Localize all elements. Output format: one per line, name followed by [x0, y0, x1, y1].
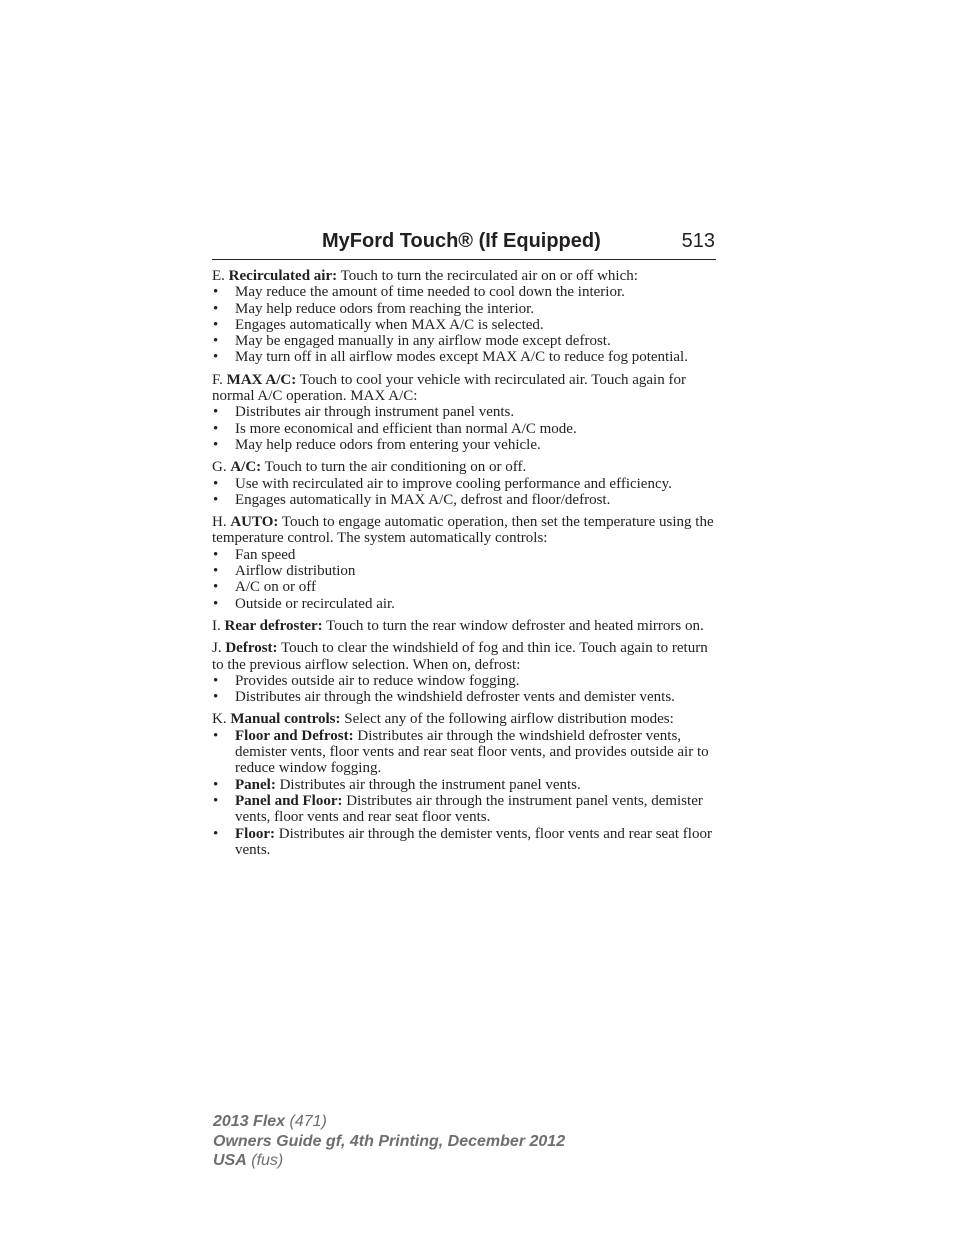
list-item-term: Panel:: [235, 776, 276, 793]
section-k: [212, 711, 716, 858]
section-intro: [212, 372, 716, 405]
list-item-text: Use with recirculated air to improve cooling performance and efficiency.: [235, 475, 672, 492]
section-text: Touch to turn the air conditioning on or off.: [264, 459, 527, 476]
page-title: MyFord Touch® (If Equipped): [322, 230, 601, 252]
bullet-list: [212, 284, 716, 365]
footer-market-code: (fus): [251, 1152, 284, 1169]
section-text: Touch to engage automatic operation, then set the temperature using the temperature control. The system automatically controls:: [212, 514, 714, 547]
section-f: [212, 372, 716, 453]
section-text: Touch to cool your vehicle with recirculated air. Touch again for normal A/C operation. MAX A/C:: [212, 371, 686, 405]
list-item-text: Distributes air through the windshield defroster vents and demister vents.: [235, 689, 675, 706]
bullet-list: [212, 547, 716, 612]
section-letter: H.: [212, 514, 227, 531]
section-intro: [212, 618, 716, 634]
list-item-text: Airflow distribution: [235, 563, 356, 580]
list-item: [212, 284, 716, 300]
list-item-text: Fan speed: [235, 546, 296, 563]
footer-market-line: [213, 1151, 565, 1171]
list-item: [212, 579, 716, 595]
list-item-text: A/C on or off: [235, 579, 316, 596]
list-item: [212, 437, 716, 453]
section-letter: E.: [212, 268, 225, 284]
footer-market: USA: [213, 1152, 247, 1169]
section-term: Recirculated air:: [228, 268, 338, 284]
section-letter: K.: [212, 711, 227, 728]
bullet-list: [212, 476, 716, 509]
section-term: Manual controls:: [230, 711, 341, 728]
bullet-list: [212, 673, 716, 706]
list-item: [212, 492, 716, 508]
list-item-term: Floor and Defrost:: [235, 727, 354, 744]
section-intro: [212, 268, 716, 284]
section-intro: [212, 459, 716, 475]
list-item: [212, 596, 716, 612]
bullet-list: [212, 728, 716, 858]
section-letter: G.: [212, 459, 227, 476]
list-item: [212, 728, 716, 777]
list-item: [212, 476, 716, 492]
footer-guide: Owners Guide gf, 4th Printing, December 2012: [213, 1132, 566, 1150]
section-letter: I.: [212, 617, 221, 634]
list-item-text: May help reduce odors from reaching the interior.: [235, 300, 535, 317]
section-j: [212, 640, 716, 705]
section-term: A/C:: [230, 459, 262, 476]
list-item: [212, 349, 716, 365]
list-item: [212, 317, 716, 333]
bullet-list: [212, 404, 716, 453]
list-item: [212, 777, 716, 793]
section-g: [212, 459, 716, 508]
section-text: Touch to clear the windshield of fog and thin ice. Touch again to return to the previous airflow selection. When on, defrost:: [212, 640, 708, 673]
list-item: [212, 333, 716, 349]
list-item-text: Distributes air through the demister vents, floor vents and rear seat floor vents.: [235, 825, 712, 858]
list-item-text: May reduce the amount of time needed to cool down the interior.: [235, 284, 625, 301]
section-term: AUTO:: [230, 514, 279, 531]
list-item-text: May be engaged manually in any airflow mode except defrost.: [235, 333, 611, 350]
list-item-text: Distributes air through the instrument panel vents, demister vents, floor vents and rear seat floor vents.: [235, 792, 703, 826]
list-item-text: Provides outside air to reduce window fogging.: [235, 672, 520, 689]
section-term: Defrost:: [225, 640, 278, 657]
section-term: Rear defroster:: [224, 617, 323, 634]
list-item: [212, 673, 716, 689]
section-intro: [212, 640, 716, 673]
section-intro: [212, 711, 716, 727]
list-item: [212, 421, 716, 437]
list-item-text: May turn off in all airflow modes except MAX A/C to reduce fog potential.: [235, 349, 688, 366]
list-item-text: Engages automatically when MAX A/C is selected.: [235, 316, 544, 333]
list-item: [212, 404, 716, 420]
footer-model: 2013 Flex: [213, 1113, 286, 1130]
page-content: [212, 268, 716, 858]
list-item-text: Engages automatically in MAX A/C, defrost and floor/defrost.: [235, 491, 611, 508]
list-item-text: Outside or recirculated air.: [235, 595, 395, 612]
manual-page: [212, 229, 716, 864]
list-item: [212, 826, 716, 859]
section-term: MAX A/C:: [226, 371, 297, 388]
list-item: [212, 547, 716, 563]
footer-model-line: [213, 1112, 565, 1132]
list-item-text: Is more economical and efficient than normal A/C mode.: [235, 420, 577, 437]
page-header: [212, 229, 716, 260]
page-footer: [213, 1112, 565, 1171]
list-item: [212, 793, 716, 826]
footer-model-code: (471): [289, 1113, 327, 1130]
section-text: Touch to turn the rear window defroster and heated mirrors on.: [326, 617, 704, 634]
section-letter: F.: [212, 371, 223, 388]
list-item: [212, 563, 716, 579]
list-item-term: Panel and Floor:: [235, 792, 343, 809]
section-i: [212, 618, 716, 634]
list-item-term: Floor:: [235, 825, 275, 842]
section-text: Select any of the following airflow distribution modes:: [344, 711, 674, 728]
section-text: Touch to turn the recirculated air on or off which:: [340, 268, 638, 284]
section-letter: J.: [212, 640, 222, 657]
section-intro: [212, 514, 716, 547]
list-item-text: Distributes air through instrument panel vents.: [235, 404, 515, 421]
list-item-text: May help reduce odors from entering your vehicle.: [235, 436, 541, 453]
list-item: [212, 301, 716, 317]
list-item-text: Distributes air through the windshield defroster vents, demister vents, floor vents and rear seat floor vents, and provides outside air to reduce window fogging.: [235, 727, 709, 777]
page-number: 513: [681, 230, 715, 252]
section-e: [212, 268, 716, 366]
list-item: [212, 689, 716, 705]
list-item-text: Distributes air through the instrument panel vents.: [279, 776, 581, 793]
section-h: [212, 514, 716, 612]
